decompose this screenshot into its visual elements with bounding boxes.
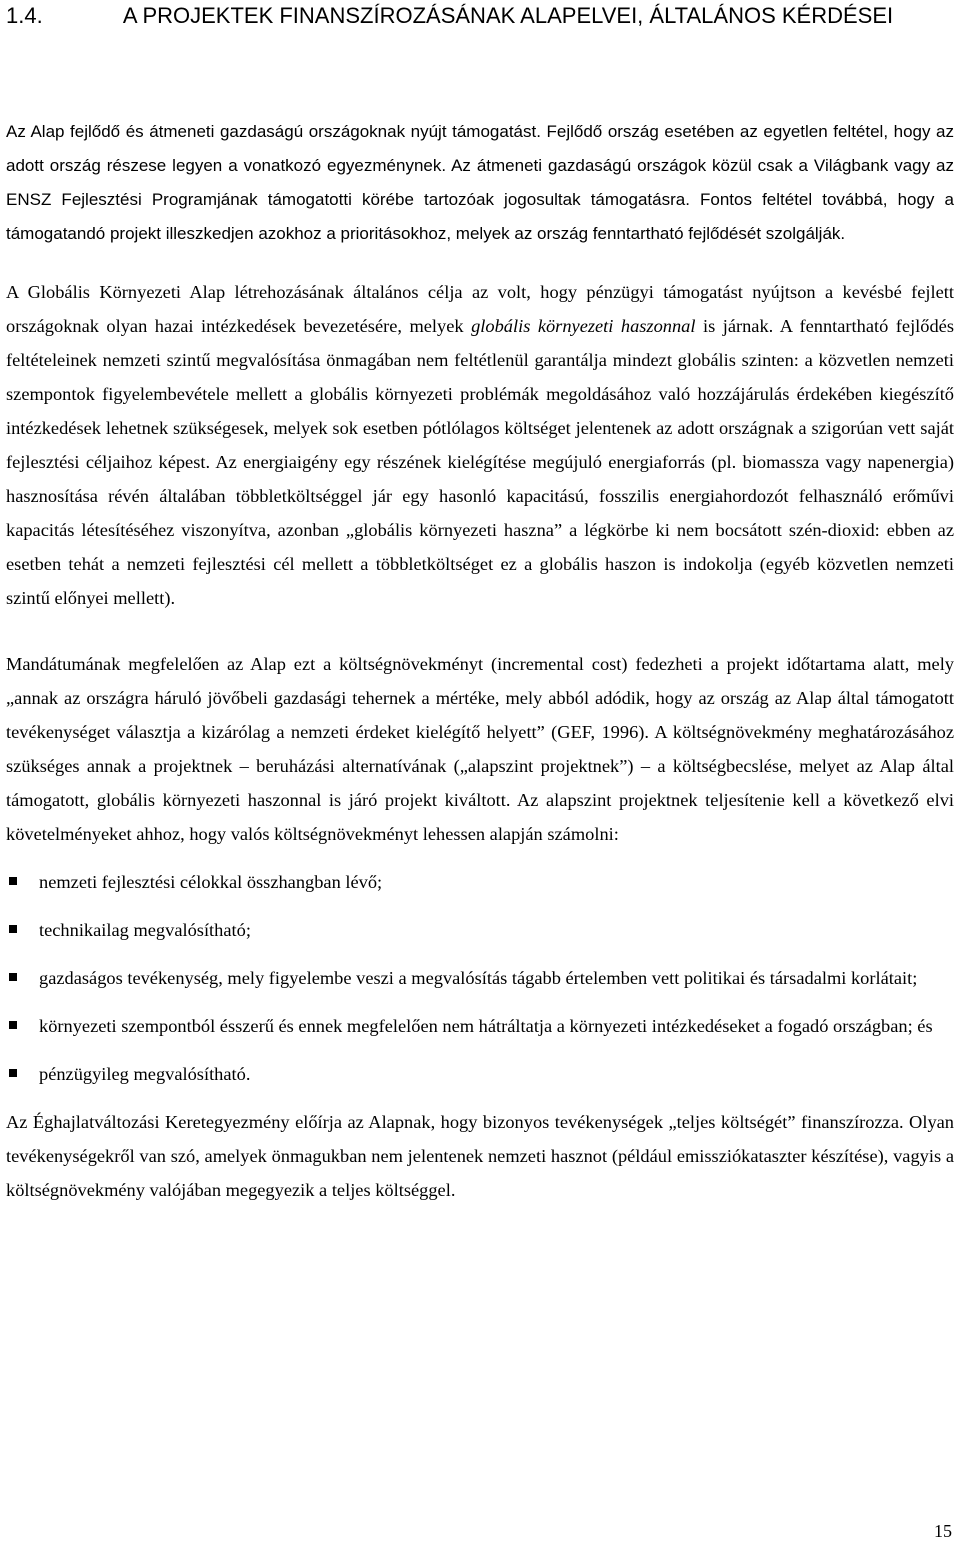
list-item-text: gazdaságos tevékenység, mely figyelembe veszi a megvalósítás tágabb értelemben vett politikai és társadalmi korlátait;	[39, 968, 918, 988]
paragraph-incremental-cost: Mandátumának megfelelően az Alap ezt a költségnövekményt (incremental cost) fedezheti a projekt időtartama alatt, mely „annak az országra háruló jövőbeli gazdasági tehernek a mértéke, mely abból adódik, hogy az ország az Alap által támogatott tevékenységet választja a kizárólag a nemzeti érdeket kielégítő helyett” (GEF, 1996). A költségnövekmény meghatározásához szükséges annak a projektnek – beruházási alternatívának („alapszint projektnek”) – a költségbecslése, melyet az Alap által támogatott, globális környezeti haszonnal is járó projekt kiváltott. Az alapszint projektnek teljesítenie kell a következő elvi követelményeket ahhoz, hogy valós költségnövekményt lehessen alapján számolni:	[6, 654, 954, 844]
emphasis-global-environmental-benefit: globális környezeti haszonnal	[471, 316, 696, 336]
list-item-text: nemzeti fejlesztési célokkal összhangban lévő;	[39, 872, 383, 892]
paragraph-global-benefit	[6, 275, 954, 615]
list-item	[6, 865, 954, 899]
list-item	[6, 1009, 954, 1043]
section-number: 1.4.	[6, 3, 43, 28]
paragraph-global-benefit-start: A Globális Környezeti Alap létrehozásának általános célja az volt, hogy pénzügyi támogatást nyújtson a kevésbé fejlett országoknak olyan hazai intézkedések bevezetésére, melyek	[6, 282, 954, 336]
list-item	[6, 913, 954, 947]
list-item-text: környezeti szempontból ésszerű és ennek megfelelően nem hátráltatja a környezeti intézkedéseket a fogadó országban; és	[39, 1016, 933, 1036]
baseline-requirements-list	[6, 865, 954, 1091]
square-bullet-icon	[9, 1021, 17, 1029]
list-item	[6, 1057, 954, 1091]
square-bullet-icon	[9, 973, 17, 981]
list-item-text: pénzügyileg megvalósítható.	[39, 1064, 251, 1084]
paragraph-full-cost: Az Éghajlatváltozási Keretegyezmény előírja az Alapnak, hogy bizonyos tevékenységek „teljes költségét” finanszírozza. Olyan tevékenységekről van szó, amelyek önmagukban nem jelentenek nemzeti hasznot (például emissziókataszter készítése), vagyis a költségnövekmény valójában megegyezik a teljes költséggel.	[6, 1112, 954, 1200]
square-bullet-icon	[9, 1069, 17, 1077]
page-number: 15	[934, 1521, 952, 1541]
square-bullet-icon	[9, 925, 17, 933]
square-bullet-icon	[9, 877, 17, 885]
list-item-text: technikailag megvalósítható;	[39, 920, 251, 940]
paragraph-global-benefit-end: is járnak. A fenntartható fejlődés feltételeinek nemzeti szintű megvalósítása önmagában nem feltétlenül garantálja mindezt globális szinten: a közvetlen nemzeti szempontok figyelembevétele mellett a globális környezeti problémák megoldásához való hozzájárulás érdekében kiegészítő intézkedések lehetnek szükségesek, melyek sok esetben pótlólagos költséget jelentenek az adott országnak a szigorúan vett saját fejlesztési céljaihoz képest. Az energiaigény egy részének kielégítése megújuló energiaforrás (pl. biomassza vagy napenergia) hasznosítása révén általában többletköltséggel jár egy hasonló kapacitású, fosszilis energiahordozót felhasználó erőművi kapacitás létesítéséhez viszonyítva, azonban „globális környezeti haszna” a légkörbe ki nem bocsátott szén-dioxid: ebben az esetben tehát a nemzeti fejlesztési cél mellett a többletköltséget ez a globális haszon is indokolja (egyéb közvetlen nemzeti szintű előnyei mellett).	[6, 316, 954, 608]
list-item	[6, 961, 954, 995]
document-body	[6, 115, 954, 1207]
section-title: A PROJEKTEK FINANSZÍROZÁSÁNAK ALAPELVEI, ÁLTALÁNOS KÉRDÉSEI	[122, 3, 894, 28]
paragraph-eligibility: Az Alap fejlődő és átmeneti gazdaságú országoknak nyújt támogatást. Fejlődő ország esetében az egyetlen feltétel, hogy az adott ország részese legyen a vonatkozó egyezménynek. Az átmeneti gazdaságú országok közül csak a Világbank vagy az ENSZ Fejlesztési Programjának támogatotti körébe tartozóak jogosultak támogatásra. Fontos feltétel továbbá, hogy a támogatandó projekt illeszkedjen azokhoz a prioritásokhoz, melyek az ország fenntartható fejlődését szolgálják.	[6, 122, 954, 243]
